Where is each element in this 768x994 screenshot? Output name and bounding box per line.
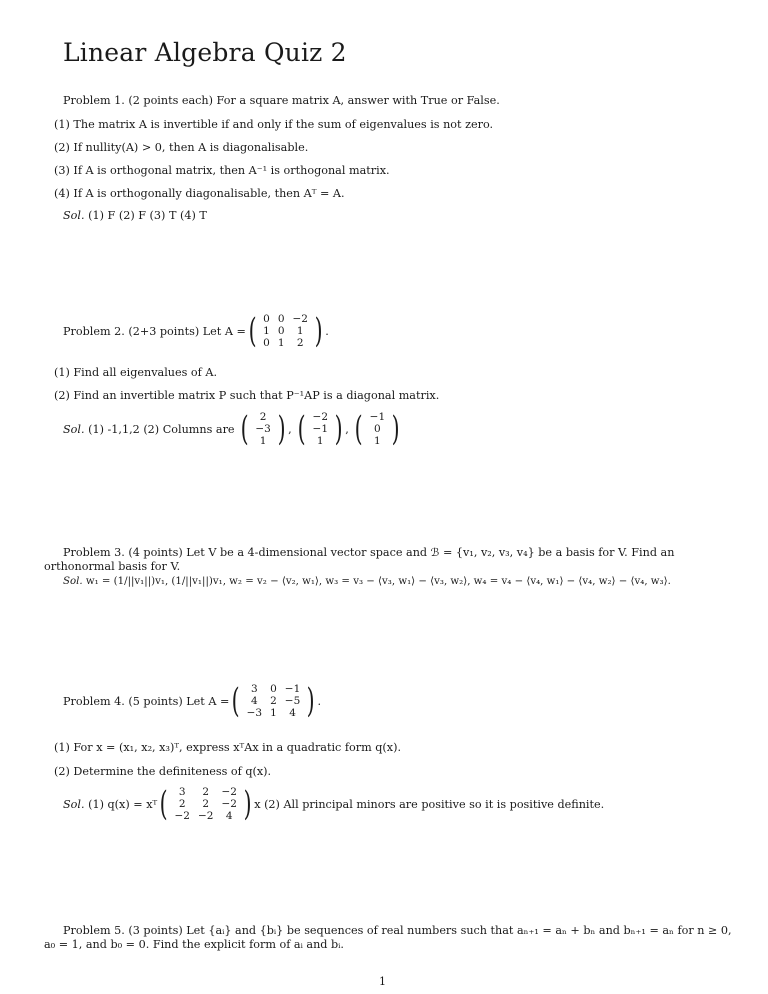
problem-4-answer-post: x (2) All principal minors are positive so it is positive definite. bbox=[254, 797, 605, 811]
problem-4-solution: Sol. (1) q(x) = xᵀ ( 3 2 −2 2 2 −2 −2 −2 4 ) x (2) All principal minors are positive so it is positive definite. bbox=[63, 784, 605, 824]
sol-label: Sol. bbox=[63, 576, 83, 587]
right-paren: ) bbox=[314, 311, 323, 351]
problem-1-heading: Problem 1. (2 points each) For a square matrix A, answer with True or False. bbox=[63, 94, 500, 107]
problem-4-item-1: (1) For x = (x₁, x₂, x₃)ᵀ, express xᵀAx in a quadratic form q(x). bbox=[54, 741, 402, 754]
problem-1-item-4: (4) If A is orthogonally diagonalisable, then Aᵀ = A. bbox=[54, 187, 345, 200]
problem-2-heading-text: Problem 2. (2+3 points) Let A = bbox=[63, 324, 246, 338]
matrix-a: 0 0 −2 1 0 1 0 1 2 bbox=[263, 313, 308, 349]
problem-1-solution bbox=[63, 209, 207, 222]
problem-2-heading: Problem 2. (2+3 points) Let A = ( 0 0 −2 1 0 1 0 1 2 ) . bbox=[63, 311, 329, 351]
problem-4-item-2: (2) Determine the definiteness of q(x). bbox=[54, 765, 272, 778]
problem-2-item-1: (1) Find all eigenvalues of A. bbox=[54, 366, 217, 379]
problem-2-item-2: (2) Find an invertible matrix P such that P⁻¹AP is a diagonal matrix. bbox=[54, 389, 440, 402]
problem-2-solution: Sol. (1) -1,1,2 (2) Columns are ( 2 −3 1 ) , ( −2 −1 1 ) , ( −1 0 1 ) bbox=[63, 409, 400, 449]
column-vector-3: −1 0 1 bbox=[369, 411, 386, 447]
sol-label: Sol. bbox=[63, 797, 85, 811]
page-number: 1 bbox=[379, 975, 386, 988]
column-vector-1: 2 −3 1 bbox=[255, 411, 271, 447]
problem-3-answer: w₁ = (1/||v₁||)v₁, (1/||v₁||)v₁, w₂ = v₂ − ⟨v₂, w₁⟩, w₃ = v₃ − ⟨v₃, w₁⟩ − ⟨v₃, w₂⟩, w₄ = v₄ − ⟨v₄, w₁⟩ − ⟨v₄, w₂⟩ − ⟨v₄, w₃⟩. bbox=[85, 576, 671, 587]
problem-1-item-3: (3) If A is orthogonal matrix, then A⁻¹ is orthogonal matrix. bbox=[54, 164, 390, 177]
sol-label: Sol. bbox=[63, 209, 85, 222]
problem-3-solution bbox=[63, 576, 671, 587]
sol-label: Sol. bbox=[63, 422, 85, 436]
problem-2-answer: (1) -1,1,2 (2) Columns are bbox=[88, 422, 235, 436]
problem-1-item-1: (1) The matrix A is invertible if and only if the sum of eigenvalues is not zero. bbox=[54, 118, 494, 131]
problem-4-answer-pre: (1) q(x) = xᵀ bbox=[88, 797, 158, 811]
problem-3-heading: Problem 3. (4 points) Let V be a 4-dimensional vector space and ℬ = {v₁, v₂, v₃, v₄} be a basis for V. Find an orthonormal basis for V. bbox=[44, 546, 675, 573]
problem-5-heading: Problem 5. (3 points) Let {aᵢ} and {bᵢ} be sequences of real numbers such that aₙ₊₁ = aₙ + bₙ and bₙ₊₁ = aₙ for n ≥ 0, a₀ = 1, and b₀ = 0. Find the explicit form of aᵢ and bᵢ. bbox=[44, 924, 732, 951]
problem-1-answer: (1) F (2) F (3) T (4) T bbox=[88, 209, 207, 222]
matrix-a: 3 0 −1 4 2 −5 −3 1 4 bbox=[246, 683, 301, 719]
problem-4-heading: Problem 4. (5 points) Let A = ( 3 0 −1 4 2 −5 −3 1 4 ) . bbox=[63, 681, 322, 721]
problem-4-heading-text: Problem 4. (5 points) Let A = bbox=[63, 694, 230, 708]
left-paren: ( bbox=[248, 311, 257, 351]
problem-1-item-2: (2) If nullity(A) > 0, then A is diagonalisable. bbox=[54, 141, 309, 154]
column-vector-2: −2 −1 1 bbox=[312, 411, 328, 447]
page-title: Linear Algebra Quiz 2 bbox=[63, 38, 347, 67]
quadratic-form-matrix: 3 2 −2 2 2 −2 −2 −2 4 bbox=[174, 786, 237, 822]
